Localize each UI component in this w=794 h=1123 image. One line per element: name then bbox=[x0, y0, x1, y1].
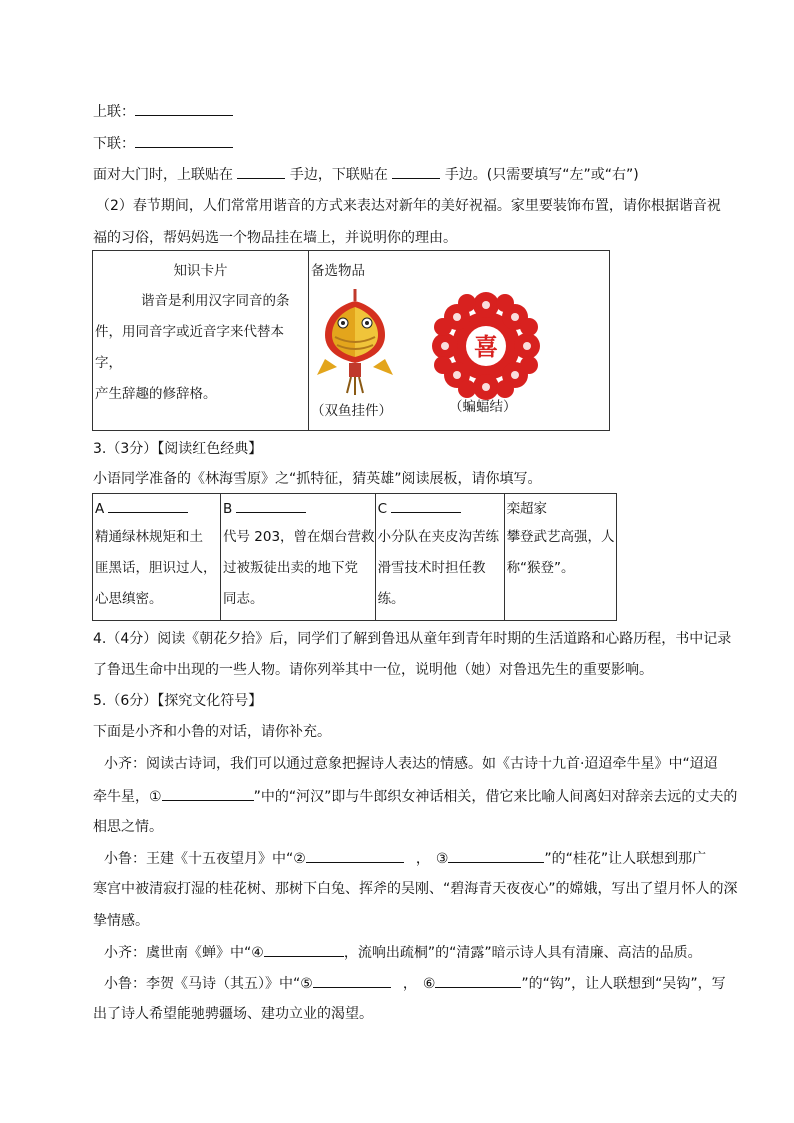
card-title: 知识卡片 bbox=[173, 263, 228, 279]
couplet-upper-blank[interactable] bbox=[135, 101, 233, 116]
hero-c-line-1: 小分队在夹皮沟苦练 bbox=[377, 529, 500, 545]
q4-line1: 4.（4分）阅读《朝花夕拾》后，同学们了解到鲁迅从童年到青年时期的生活道路和心路历程，书中记录 bbox=[93, 631, 732, 647]
d2-text-a: 小鲁：王建《十五夜望月》中“ bbox=[104, 851, 294, 867]
card-line-2: 件，用同音字或近音字来代替本字， bbox=[95, 324, 284, 371]
poem-blank-2[interactable] bbox=[306, 848, 404, 863]
hero-col-a bbox=[93, 494, 221, 621]
dialogue-2-line3: 挚情感。 bbox=[93, 913, 149, 929]
d4-text-a: 小鲁：李贺《马诗（其五）》中“ bbox=[104, 976, 301, 992]
d1-text-a: 牵牛星， bbox=[93, 789, 149, 805]
d3-text-b: ，流响出疏桐”的“清露”暗示诗人具有清廉、高洁的品质。 bbox=[343, 945, 702, 961]
card-line-1: 谐音是利用汉字同音的条 bbox=[141, 293, 290, 309]
dialogue-2-line1 bbox=[104, 848, 706, 869]
couplet-lower-label: 下联： bbox=[93, 136, 135, 152]
dialogue-2-line2: 寒宫中被清寂打湿的桂花树、那树下白兔、挥斧的吴刚、“碧海青天夜夜心”的嫦娥，写出了望月怀人的深 bbox=[93, 881, 738, 897]
hero-d-head: 栾超家 bbox=[506, 501, 548, 517]
bat-caption: （蝙蝠结） bbox=[449, 399, 517, 415]
d2-text-b: ， bbox=[415, 851, 430, 867]
hero-c-line-2: 滑雪技术时担任教 bbox=[377, 560, 486, 576]
d4-text-c: ”的“钩”，让人联想到“吴钩”，写 bbox=[521, 976, 726, 992]
dialogue-1-line2 bbox=[93, 786, 737, 807]
dialogue-4-line1 bbox=[104, 973, 726, 994]
couplet-lower-line bbox=[93, 133, 233, 154]
fish-caption: （双鱼挂件） bbox=[311, 403, 392, 419]
hero-a-line-3: 心思缜密。 bbox=[95, 591, 163, 607]
knowledge-table bbox=[92, 250, 610, 431]
hero-a-line-2: 匪黑话，胆识过人， bbox=[95, 560, 217, 576]
door-text-1: 面对大门时，上联贴在 bbox=[93, 167, 233, 183]
blank-mark-1: ① bbox=[149, 789, 162, 805]
hero-table bbox=[92, 493, 617, 621]
sub2-line1: （2）春节期间，人们常常用谐音的方式来表达对新年的美好祝福。家里要装饰布置，请你根据谐音祝 bbox=[96, 198, 721, 214]
q3-intro: 小语同学准备的《林海雪原》之“抓特征，猜英雄”阅读展板，请你填写。 bbox=[93, 471, 542, 487]
dialogue-1-line1: 小齐：阅读古诗词，我们可以通过意象把握诗人表达的情感。如《古诗十九首·迢迢牵牛星》中“迢迢 bbox=[104, 756, 718, 772]
blank-mark-3: ③ bbox=[435, 851, 449, 867]
card-line-3: 产生辞趣的修辞格。 bbox=[95, 386, 217, 402]
q3-title: 3.（3分）【阅读红色经典】 bbox=[93, 441, 263, 457]
door-text-3: 手边。(只需要填写“左”或“右”) bbox=[444, 167, 639, 183]
d3-text-a: 小齐：虞世南《蝉》中“ bbox=[104, 945, 252, 961]
hero-d-line-1: 攀登武艺高强，人 bbox=[506, 529, 615, 545]
blank-mark-5: ⑤ bbox=[300, 976, 313, 992]
double-fish-pendant-icon bbox=[315, 289, 395, 397]
couplet-lower-blank[interactable] bbox=[135, 133, 233, 148]
poem-blank-4[interactable] bbox=[264, 942, 344, 957]
options-cell bbox=[309, 251, 610, 431]
d2-text-c: ”的“桂花”让人联想到那广 bbox=[544, 851, 707, 867]
hero-b-line-3: 同志。 bbox=[223, 591, 264, 607]
hero-a-head: A bbox=[95, 501, 105, 517]
dialogue-1-line3: 相思之情。 bbox=[93, 819, 163, 835]
hero-col-b bbox=[221, 494, 376, 621]
knowledge-card-cell bbox=[93, 251, 309, 431]
hero-b-line-1: 代号 203，曾在烟台营救 bbox=[223, 529, 375, 545]
dialogue-3 bbox=[104, 942, 702, 963]
knot-character: 喜 bbox=[474, 333, 498, 361]
d4-text-b: ， bbox=[402, 976, 417, 992]
blank-mark-6: ⑥ bbox=[422, 976, 436, 992]
hero-c-line-3: 练。 bbox=[377, 591, 405, 607]
blank-mark-2: ② bbox=[293, 851, 306, 867]
sub2-line2: 福的习俗，帮妈妈选一个物品挂在墙上，并说明你的理由。 bbox=[93, 230, 457, 246]
couplet-upper-label: 上联： bbox=[93, 104, 135, 120]
door-blank-lower[interactable] bbox=[392, 164, 440, 179]
q5-intro: 下面是小齐和小鲁的对话，请你补充。 bbox=[93, 724, 331, 740]
hero-b-line-2: 过被叛徒出卖的地下党 bbox=[223, 560, 358, 576]
poem-blank-3[interactable] bbox=[448, 848, 544, 863]
door-instruction bbox=[93, 164, 639, 185]
hero-c-blank[interactable] bbox=[391, 498, 461, 513]
hero-a-blank[interactable] bbox=[108, 498, 188, 513]
poem-blank-6[interactable] bbox=[435, 973, 521, 988]
couplet-upper-line bbox=[93, 101, 233, 122]
q4-line2: 了鲁迅生命中出现的一些人物。请你列举其中一位，说明他（她）对鲁迅先生的重要影响。 bbox=[93, 662, 653, 678]
poem-blank-5[interactable] bbox=[313, 973, 391, 988]
blank-mark-4: ④ bbox=[251, 945, 264, 961]
hero-d-line-2: 称“猴登”。 bbox=[506, 560, 575, 576]
dialogue-4-line2: 出了诗人希望能驰骋疆场、建功立业的渴望。 bbox=[93, 1006, 373, 1022]
options-title: 备选物品 bbox=[311, 263, 365, 279]
q5-title: 5.（6分）【探究文化符号】 bbox=[93, 693, 263, 709]
door-blank-upper[interactable] bbox=[237, 164, 285, 179]
bat-knot-icon bbox=[431, 291, 541, 401]
hero-col-c bbox=[375, 494, 504, 621]
hero-b-blank[interactable] bbox=[236, 498, 306, 513]
d1-text-b: ”中的“河汉”即与牛郎织女神话相关，借它来比喻人间离妇对辞亲去远的丈夫的 bbox=[253, 789, 738, 805]
hero-b-head: B bbox=[223, 501, 233, 517]
door-text-2: 手边，下联贴在 bbox=[289, 167, 388, 183]
hero-d-line-3 bbox=[505, 584, 616, 615]
hero-a-line-1: 精通绿林规矩和土 bbox=[95, 529, 203, 545]
hero-col-d bbox=[504, 494, 616, 621]
hero-c-head: C bbox=[377, 501, 387, 517]
poem-blank-1[interactable] bbox=[162, 786, 254, 801]
